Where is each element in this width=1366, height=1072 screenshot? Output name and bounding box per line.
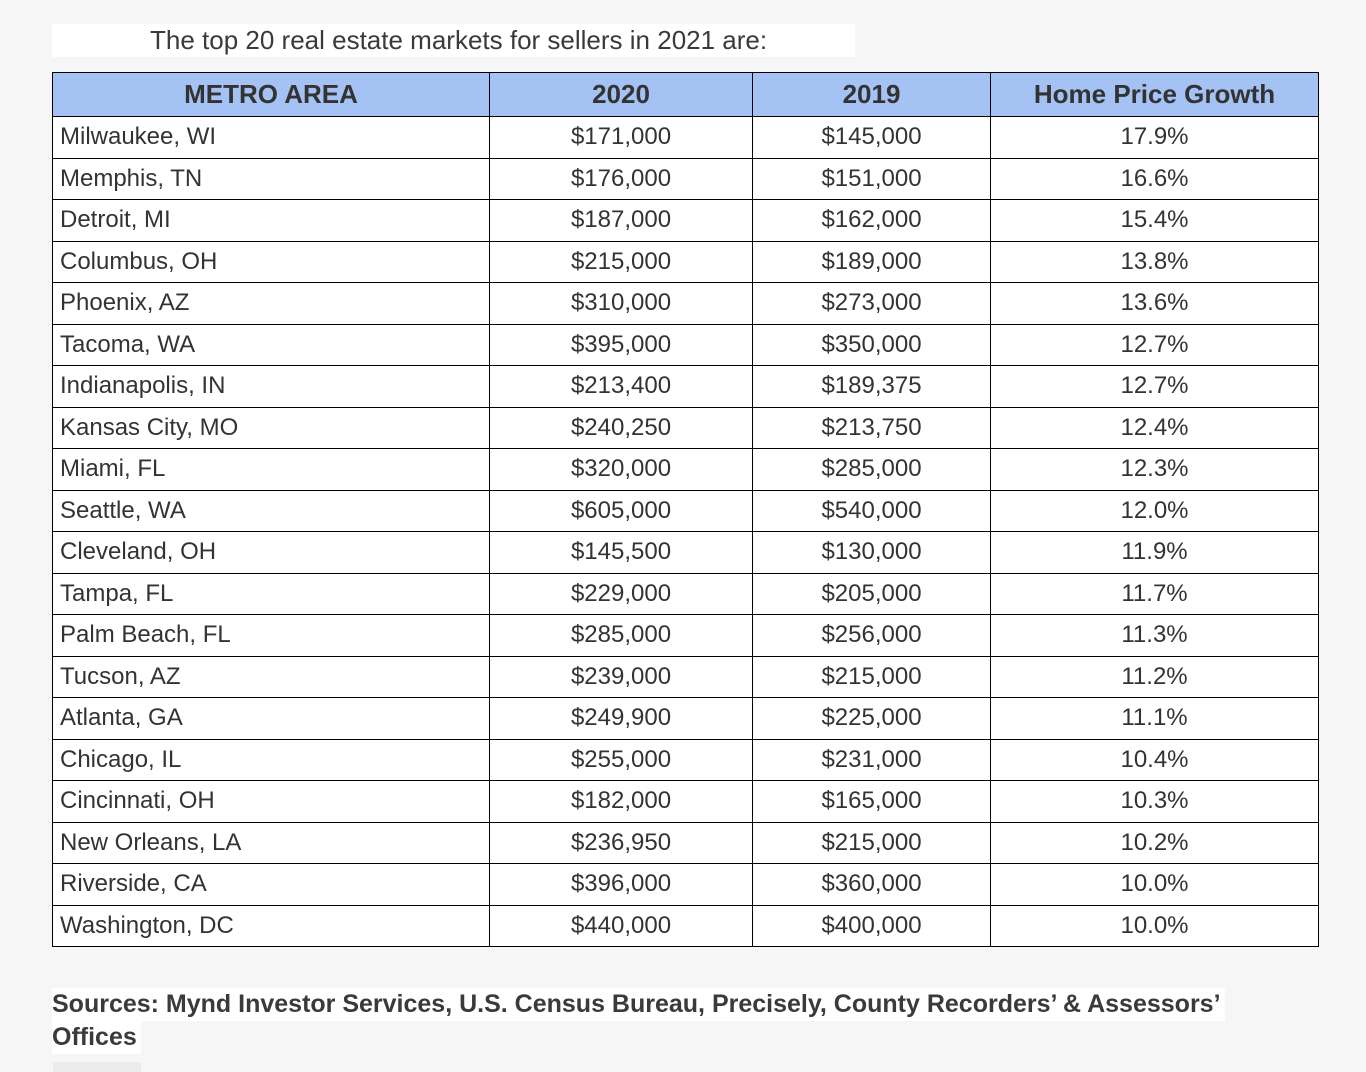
table-header-row xyxy=(53,73,1319,117)
table-row xyxy=(53,573,1319,615)
value-cell: $176,000 xyxy=(490,158,753,200)
metro-area-cell: Atlanta, GA xyxy=(53,698,490,740)
metro-area-cell: Miami, FL xyxy=(53,449,490,491)
value-cell: $215,000 xyxy=(753,822,991,864)
value-cell: $605,000 xyxy=(490,490,753,532)
value-cell: $310,000 xyxy=(490,283,753,325)
value-cell: $151,000 xyxy=(753,158,991,200)
table-row xyxy=(53,656,1319,698)
value-cell: $145,500 xyxy=(490,532,753,574)
value-cell: $215,000 xyxy=(753,656,991,698)
value-cell: 11.3% xyxy=(991,615,1319,657)
value-cell: $182,000 xyxy=(490,781,753,823)
page-title: The top 20 real estate markets for sellers in 2021 are: xyxy=(52,24,855,57)
value-cell: $189,000 xyxy=(753,241,991,283)
table-row xyxy=(53,366,1319,408)
metro-area-cell: New Orleans, LA xyxy=(53,822,490,864)
value-cell: $285,000 xyxy=(490,615,753,657)
table-row xyxy=(53,615,1319,657)
metro-area-cell: Tucson, AZ xyxy=(53,656,490,698)
value-cell: $165,000 xyxy=(753,781,991,823)
table-row xyxy=(53,449,1319,491)
value-cell: 11.9% xyxy=(991,532,1319,574)
table-row xyxy=(53,324,1319,366)
value-cell: $145,000 xyxy=(753,117,991,159)
value-cell: $231,000 xyxy=(753,739,991,781)
value-cell: 12.7% xyxy=(991,324,1319,366)
table-row xyxy=(53,283,1319,325)
metro-area-cell: Milwaukee, WI xyxy=(53,117,490,159)
value-cell: $239,000 xyxy=(490,656,753,698)
metro-area-cell: Tacoma, WA xyxy=(53,324,490,366)
value-cell: $400,000 xyxy=(753,905,991,947)
value-cell: $162,000 xyxy=(753,200,991,242)
table-row xyxy=(53,864,1319,906)
real-estate-markets-table xyxy=(52,72,1319,947)
metro-area-cell: Cincinnati, OH xyxy=(53,781,490,823)
value-cell: $249,900 xyxy=(490,698,753,740)
value-cell: $440,000 xyxy=(490,905,753,947)
value-cell: $189,375 xyxy=(753,366,991,408)
table-row xyxy=(53,739,1319,781)
metro-area-cell: Phoenix, AZ xyxy=(53,283,490,325)
value-cell: $215,000 xyxy=(490,241,753,283)
value-cell: 13.8% xyxy=(991,241,1319,283)
sources-note xyxy=(52,988,1225,1054)
metro-area-cell: Memphis, TN xyxy=(53,158,490,200)
value-cell: 10.3% xyxy=(991,781,1319,823)
value-cell: $213,750 xyxy=(753,407,991,449)
value-cell: 17.9% xyxy=(991,117,1319,159)
metro-area-cell: Kansas City, MO xyxy=(53,407,490,449)
value-cell: 15.4% xyxy=(991,200,1319,242)
table-row xyxy=(53,698,1319,740)
table-row xyxy=(53,407,1319,449)
value-cell: 11.1% xyxy=(991,698,1319,740)
value-cell: $285,000 xyxy=(753,449,991,491)
value-cell: 11.7% xyxy=(991,573,1319,615)
sources-line-2: Offices xyxy=(52,1021,141,1054)
value-cell: 12.0% xyxy=(991,490,1319,532)
cropped-bottom-element xyxy=(53,1062,141,1072)
value-cell: $350,000 xyxy=(753,324,991,366)
metro-area-cell: Tampa, FL xyxy=(53,573,490,615)
table-row xyxy=(53,158,1319,200)
value-cell: $187,000 xyxy=(490,200,753,242)
metro-area-cell: Washington, DC xyxy=(53,905,490,947)
value-cell: $320,000 xyxy=(490,449,753,491)
metro-area-cell: Detroit, MI xyxy=(53,200,490,242)
value-cell: $255,000 xyxy=(490,739,753,781)
table-row xyxy=(53,532,1319,574)
value-cell: $396,000 xyxy=(490,864,753,906)
table-row xyxy=(53,905,1319,947)
value-cell: 10.0% xyxy=(991,864,1319,906)
table-row xyxy=(53,200,1319,242)
value-cell: 12.4% xyxy=(991,407,1319,449)
metro-area-cell: Cleveland, OH xyxy=(53,532,490,574)
value-cell: 10.0% xyxy=(991,905,1319,947)
value-cell: $171,000 xyxy=(490,117,753,159)
value-cell: $229,000 xyxy=(490,573,753,615)
table-row xyxy=(53,490,1319,532)
metro-area-cell: Columbus, OH xyxy=(53,241,490,283)
value-cell: 16.6% xyxy=(991,158,1319,200)
value-cell: $236,950 xyxy=(490,822,753,864)
table-row xyxy=(53,822,1319,864)
column-header-metro-area: METRO AREA xyxy=(53,73,490,117)
value-cell: $273,000 xyxy=(753,283,991,325)
metro-area-cell: Chicago, IL xyxy=(53,739,490,781)
metro-area-cell: Riverside, CA xyxy=(53,864,490,906)
metro-area-cell: Palm Beach, FL xyxy=(53,615,490,657)
value-cell: $240,250 xyxy=(490,407,753,449)
value-cell: $213,400 xyxy=(490,366,753,408)
value-cell: $225,000 xyxy=(753,698,991,740)
sources-line-1: Sources: Mynd Investor Services, U.S. Census Bureau, Precisely, County Recorders’ & Assessors’ xyxy=(52,988,1225,1021)
value-cell: 10.4% xyxy=(991,739,1319,781)
value-cell: $205,000 xyxy=(753,573,991,615)
value-cell: $360,000 xyxy=(753,864,991,906)
column-header-2020: 2020 xyxy=(490,73,753,117)
table-row xyxy=(53,781,1319,823)
table-row xyxy=(53,241,1319,283)
value-cell: 12.3% xyxy=(991,449,1319,491)
value-cell: 10.2% xyxy=(991,822,1319,864)
metro-area-cell: Indianapolis, IN xyxy=(53,366,490,408)
value-cell: $256,000 xyxy=(753,615,991,657)
table-row xyxy=(53,117,1319,159)
metro-area-cell: Seattle, WA xyxy=(53,490,490,532)
column-header-home-price-growth: Home Price Growth xyxy=(991,73,1319,117)
value-cell: $540,000 xyxy=(753,490,991,532)
column-header-2019: 2019 xyxy=(753,73,991,117)
value-cell: $130,000 xyxy=(753,532,991,574)
value-cell: 13.6% xyxy=(991,283,1319,325)
value-cell: 11.2% xyxy=(991,656,1319,698)
value-cell: $395,000 xyxy=(490,324,753,366)
value-cell: 12.7% xyxy=(991,366,1319,408)
